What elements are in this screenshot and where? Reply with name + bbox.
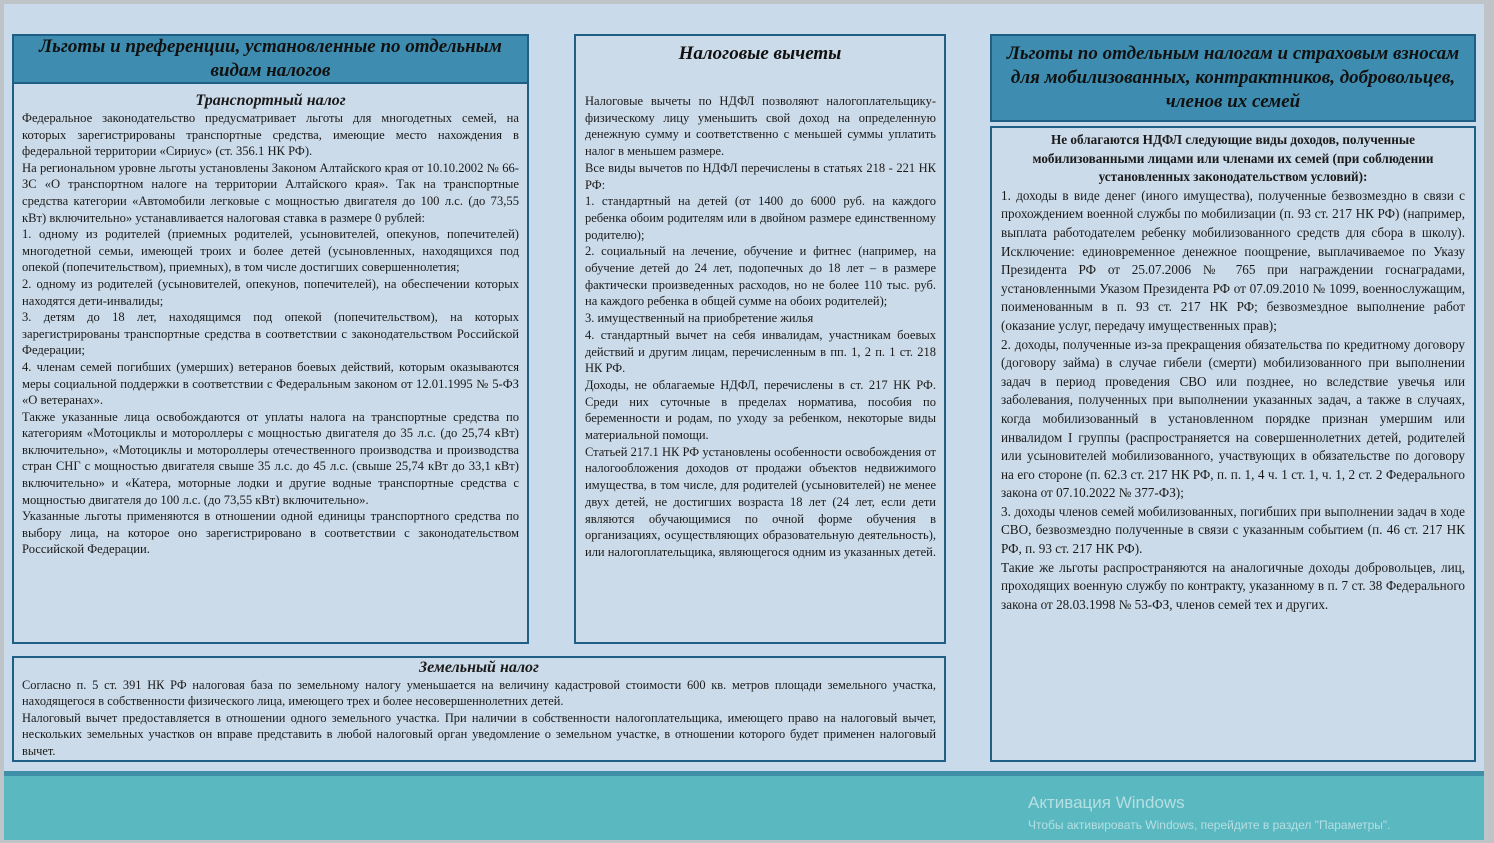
land-paragraph: Согласно п. 5 ст. 391 НК РФ налоговая база по земельному налогу уменьшается на величину кадастровой стоимости 600 кв. метров площади земельного участка, находящегося в собственности физического лица, имеющего трех и более несовершеннолетних детей. (22, 678, 936, 709)
col2-paragraph: Налоговые вычеты по НДФЛ позволяют налогоплательщику-физическому лицу уменьшить свой доход на определенную денежную сумму и соответственно с меньшей суммы уплатить налог в меньшем размере. (585, 94, 936, 159)
col1-paragraph: Также указанные лица освобождаются от уплаты налога на транспортные средства по категориям «Мотоциклы и мотороллеры с мощностью двигателя до 35 л.с. (до 25,74 кВт) включительно», «Мотоциклы и мотороллеры отечественного производства и производства стран СНГ с мощностью двигателя свыше 35 л.с. до 45 л.с. (свыше 25,74 кВт до 33,1 кВт) включительно» и «Катера, моторные лодки и другие водные транспортные средства с мощностью двигателя до 100 л.с. (до 73,55 кВт) включительно». (22, 409, 519, 507)
benefits-header-text: Льготы и преференции, установленные по отдельным видам налогов (39, 36, 502, 81)
benefits-header (12, 34, 529, 84)
col1-paragraph: 1. одному из родителей (приемных родителей, усыновителей, опекунов, попечителей) многодетной семьи, имеющей троих и более детей (усыновленных, находящихся под опекой (попечительством), приемных), в том числе достигших совершеннолетия; (22, 227, 519, 275)
col1-paragraph: На региональном уровне льготы установлены Законом Алтайского края от 10.10.2002 № 66-ЗС «О транспортном налоге на территории Алтайского края». Так на транспортные средства категории «Автомобили легковые с мощностью двигателя до 100 л.с. (до 73,55 кВт) включительно» устанавливается налоговая ставка в размере 0 рублей: (22, 160, 519, 225)
col1-paragraph: 4. членам семей погибших (умерших) ветеранов боевых действий, которым оказываются меры социальной поддержки в соответствии с Федеральным законом от 12.01.1995 № 5-ФЗ «О ветеранах». (22, 359, 519, 408)
col1-paragraph: 3. детям до 18 лет, находящимся под опекой (попечительством), на которых зарегистрированы транспортные средства в соответствии с законодательством Российской Федерации; (22, 310, 519, 358)
col2-paragraph: 1. стандартный на детей (от 1400 до 6000 руб. на каждого ребенка обоим родителям или в двойном размере единственному родителю); (585, 194, 936, 242)
land-tax-section (22, 659, 936, 759)
col2-paragraph: 3. имущественный на приобретение жилья (585, 311, 814, 326)
mobilized-section (1001, 131, 1465, 614)
col2-paragraph: Все виды вычетов по НДФЛ перечислены в статьях 218 - 221 НК РФ: (585, 160, 936, 192)
col3-paragraph: 1. доходы в виде денег (иного имущества), полученные безвозмездно в связи с прохождением военной службы по мобилизации (п. 93 ст. 217 НК РФ) (например, выплата работодателем ребенку мобилизованного средств для сбора в школу). Исключение: единовременное денежное поощрение, выплачиваемое по Указу Президента РФ от 25.07.2006 № 765 при награждении госнаградами, установленными Указом Президента РФ от 07.09.2010 № 1099, военнослужащим, поименованным в п. 93 ст. 217 НК РФ; безвозмездное выполнение работ (оказание услуг, передачу имущественных прав); (1001, 187, 1465, 333)
land-tax-title: Земельный налог (419, 659, 539, 676)
col2-paragraph: 4. стандартный вычет на себя инвалидам, участникам боевых действий и другим лицам, перечисленным в пп. 1, 2 п. 1 ст. 218 НК РФ. (585, 327, 936, 376)
col2-paragraph: Статьей 217.1 НК РФ установлены особенности освобождения от налогообложения доходов от продажи объектов недвижимого имущества, в том числе, для родителей (усыновителей) не менее двух детей, не достигших возраста 18 лет (24 лет, если дети являются обучающимися по очной форме обучения в организациях, осуществляющих образовательную деятельность), или налогоплательщика, являющегося одним из указанных детей. (585, 444, 936, 559)
col2-paragraph: 2. социальный на лечение, обучение и фитнес (например, на обучение детей до 24 лет, подопечных до 18 лет – в размере фактически произведенных расходов, но не более 110 тыс. руб. на каждого ребенка в общей сумме на обоих родителей); (585, 244, 936, 309)
col1-paragraph: Федеральное законодательство предусматривает льготы для многодетных семей, на которых зарегистрированы транспортные средства, имеющие место нахождения в федеральной территории «Сириус» (ст. 356.1 НК РФ). (22, 111, 519, 159)
mobilized-header (990, 34, 1476, 122)
col3-paragraph: 2. доходы, полученные из-за прекращения обязательства по кредитному договору (договору займа) в случае гибели (смерти) мобилизованного при выполнении задач в период проведения СВО или позднее, но вследствие увечья или заболевания, полученных при выполнении указанных задач, а также в случаях, когда мобилизованный в установленном порядке признан умершим или инвалидом I группы (распространяется на совершеннолетних детей, родителей или усыновителей мобилизованного, участвующих в обязательстве по договору на его стороне (п. 62.3 ст. 217 НК РФ, п. п. 1, 4 ч. 1 ст. 1, ч. 1, 2 ст. 2 Федерального закона от 07.10.2022 № 377-ФЗ); (1001, 336, 1465, 501)
deductions-section (585, 93, 936, 561)
activation-watermark-title: Активация Windows (1028, 793, 1185, 812)
transport-tax-title: Транспортный налог (195, 92, 346, 109)
activation-watermark-subtitle: Чтобы активировать Windows, перейдите в раздел "Параметры". (1028, 818, 1391, 832)
mobilized-intro: Не облагаются НДФЛ следующие виды доходов, полученные мобилизованными лицами или членами их семей (при соблюдении установленных законодательством условий): (1032, 132, 1434, 185)
col1-paragraph: 2. одному из родителей (усыновителей, опекунов, попечителей), на обеспечении которых находятся дети-инвалиды; (22, 276, 519, 308)
land-paragraph: Налоговый вычет предоставляется в отношении одного земельного участка. При наличии в собственности налогоплательщика, имеющего право на налоговый вычет, нескольких земельных участков он вправе представить в любой налоговый орган уведомление о земельном участке, в отношении которого будет применен налоговый вычет. (22, 710, 936, 758)
col3-paragraph: 3. доходы членов семей мобилизованных, погибших при выполнении задач в ходе СВО, безвозмездно полученные в связи с указанным событием (п. 46 ст. 217 НК РФ, п. 93 ст. 217 НК РФ). (1001, 503, 1465, 557)
mobilized-header-text: Льготы по отдельным налогам и страховым взносам для мобилизованных, контрактников, добровольцев, членов их семей (1006, 43, 1460, 112)
deductions-header (576, 40, 944, 68)
deductions-header-text: Налоговые вычеты (678, 43, 842, 64)
col2-paragraph: Доходы, не облагаемые НДФЛ, перечислены в ст. 217 НК РФ. Среди них суточные в пределах норматива, пособия по беременности и родам, по уходу за ребенком, некоторые виды материальной помощи. (585, 377, 936, 443)
col3-paragraph: Такие же льготы распространяются на аналогичные доходы добровольцев, лиц, проходящих военную службу по контракту, указанному в п. 7 ст. 38 Федерального закона от 28.03.1998 № 53-ФЗ, членов семей тех и других. (1001, 559, 1465, 612)
col1-paragraph: Указанные льготы применяются в отношении одной единицы транспортного средства по выбору лица, на которое оно зарегистрировано в соответствии с законодательством Российской Федерации. (22, 509, 519, 557)
transport-tax-section (22, 92, 519, 558)
